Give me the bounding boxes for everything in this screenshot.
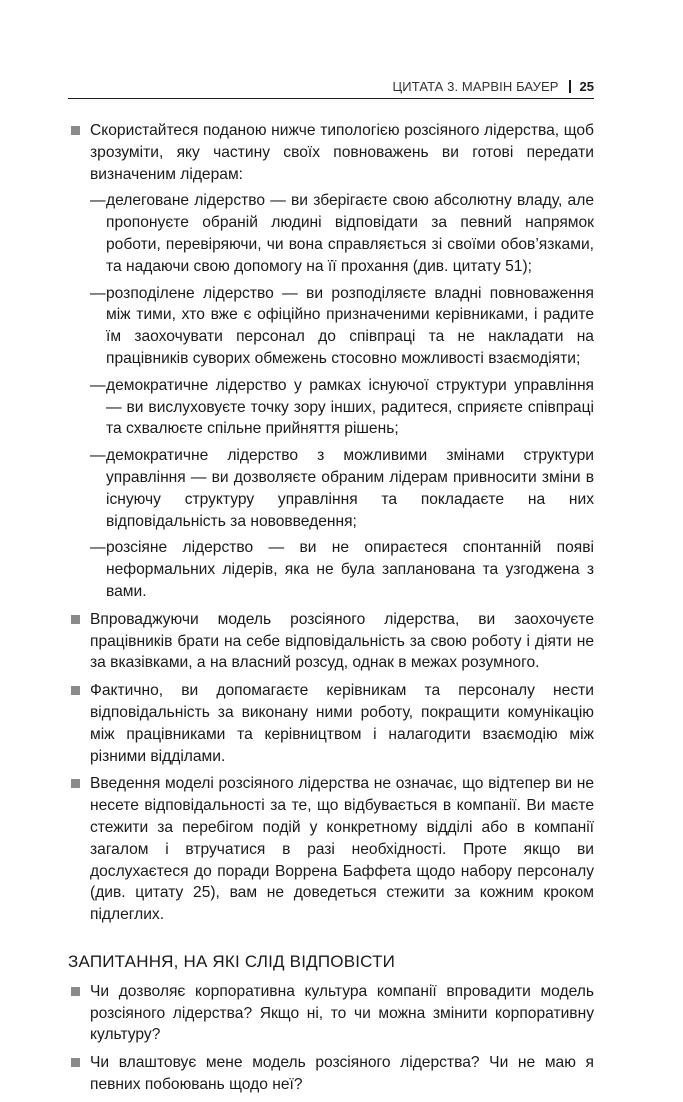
square-bullet-icon	[71, 126, 80, 135]
paragraph-text: Впроваджуючи модель розсіяного лідерства, ви заохочуєте працівників брати на себе відповідальність за свою роботу і діяти не за вказівками, а на власний розсуд, однак в межах розумного.	[90, 610, 594, 672]
question-item	[68, 1052, 594, 1096]
square-bullet-icon	[71, 686, 80, 695]
question-item	[68, 981, 594, 1046]
paragraph-text: Скористайтеся поданою нижче типологією розсіяного лідерства, щоб зрозуміти, яку частину своїх повноважень ви готові передати визначеним лідерам:	[90, 122, 594, 183]
square-bullet-icon	[71, 987, 80, 996]
header-right	[393, 79, 594, 95]
section-heading: ЗАПИТАННЯ, НА ЯКІ СЛІД ВІДПОВІСТИ	[68, 951, 396, 971]
bullet-paragraph	[68, 609, 594, 674]
dash-marker: —	[90, 192, 106, 210]
list-item	[90, 445, 594, 532]
chapter-title: ЦИТАТА 3. МАРВІН БАУЕР	[392, 79, 559, 94]
dash-marker: —	[90, 539, 106, 557]
dash-marker: —	[90, 447, 106, 465]
running-header	[68, 78, 594, 99]
bullet-paragraph	[68, 773, 594, 926]
square-bullet-icon	[71, 779, 80, 788]
square-bullet-icon	[71, 1058, 80, 1067]
page-body	[68, 120, 594, 1102]
list-item	[90, 375, 594, 440]
paragraph-text: Введення моделі розсіяного лідерства не означає, що відтепер ви не несете відповідальності за те, що відбувається в компанії. Ви маєте стежити за перебігом подій у конкретному відділі або в компанії загалом і втручатися в разі необхідності. Проте якщо ви дослухаєтеся до поради Воррена Баффета щодо набору персоналу (див. цитату 25), вам не доведеться стежити за кожним кроком підлеглих.	[90, 775, 594, 924]
question-text: Чи дозволяє корпоративна культура компанії впровадити модель розсіяного лідерства? Якщо ні, то чи можна змінити корпоративну культуру?	[90, 982, 594, 1044]
bullet-paragraph-intro	[68, 120, 594, 603]
dash-marker: —	[90, 284, 106, 302]
list-item-text: розсіяне лідерство — ви не опираєтеся спонтанній появі неформальних лідерів, яка не була запланована та узгоджена з вами.	[106, 539, 594, 600]
bullet-paragraph	[68, 680, 594, 767]
leadership-types-list	[90, 190, 594, 602]
list-item-text: демократичне лідерство у рамках існуючої структури управління — ви вислуховуєте точку зору інших, радитеся, сприяєте співпраці та схвалюєте спільне прийняття рішень;	[106, 376, 594, 438]
list-item-text: розподілене лідерство — ви розподіляєте владні повноваження між тими, хто вже є офіційно призначеними керівниками, і радите їм заохочувати персонал до співпраці та не накладати на працівників суворих обмежень стосовно можливості взаємодіяти;	[106, 284, 594, 367]
page-number: 25	[579, 79, 594, 94]
question-text: Чи влаштовує мене модель розсіяного лідерства? Чи не маю я певних побоювань щодо неї?	[90, 1054, 594, 1094]
paragraph-text: Фактично, ви допомагаєте керівникам та персоналу нести відповідальність за виконану ними роботу, покращити комунікацію між працівниками та керівництвом і налагодити взаємодію між різними відділами.	[90, 682, 594, 765]
list-item	[90, 190, 594, 277]
header-separator	[569, 80, 571, 93]
square-bullet-icon	[71, 615, 80, 624]
dash-marker: —	[90, 376, 106, 394]
list-item-text: делеговане лідерство — ви зберігаєте свою абсолютну владу, але пропонуєте обраній людині відповідати за певний напрямок роботи, перевіряючи, чи вона справляється зі своїми обов’язками, та надаючи свою допомогу на її прохання (див. цитату 51);	[106, 192, 594, 275]
list-item	[90, 283, 594, 370]
list-item-text: демократичне лідерство з можливими змінами структури управління — ви дозволяєте обраним лідерам привносити зміни в існуючу структуру управління та покладаєте на них відповідальність за нововведення;	[106, 447, 594, 530]
list-item	[90, 537, 594, 602]
